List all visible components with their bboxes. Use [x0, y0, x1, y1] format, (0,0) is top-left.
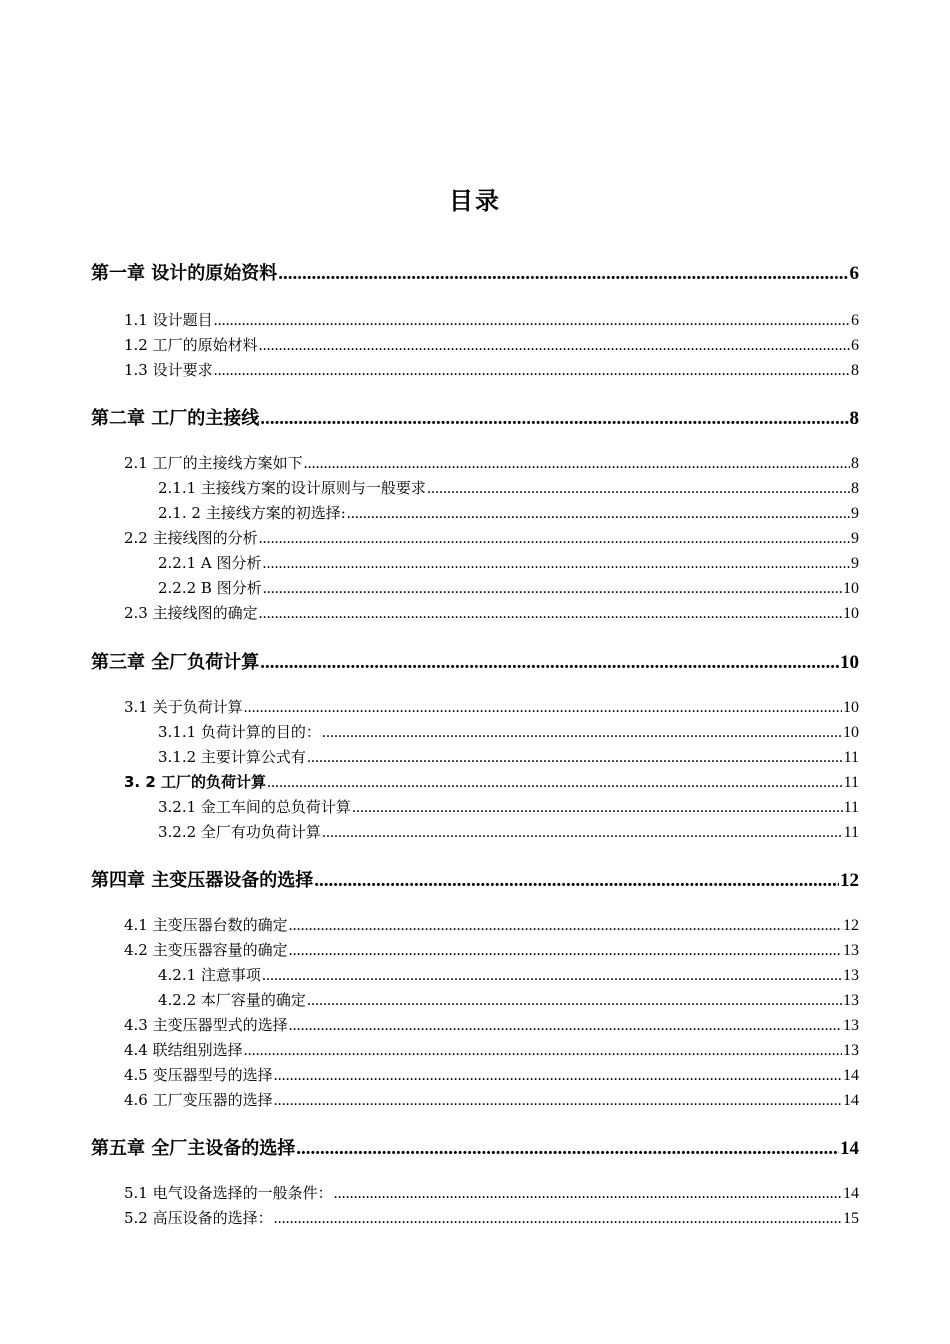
toc-page-number: 8 [851, 362, 859, 379]
dot-leader [260, 652, 839, 674]
toc-entry-label: 4.2 主变压器容量的确定 [124, 941, 288, 959]
toc-entry-label: 3.1 关于负荷计算 [124, 698, 243, 716]
toc-page-number: 8 [851, 480, 859, 497]
toc-section-entry[interactable] [158, 964, 859, 985]
toc-page-number: 11 [843, 774, 859, 791]
toc-page-number: 14 [843, 1092, 859, 1109]
toc-entry-label: 2.2 主接线图的分析 [124, 529, 258, 547]
toc-section-entry[interactable] [124, 1207, 859, 1228]
toc-page-number: 10 [840, 652, 859, 673]
toc-chapter-entry[interactable] [91, 1134, 859, 1160]
toc-entry-label: 4.5 变压器型号的选择 [124, 1066, 273, 1084]
toc-entry-label: 4.1 主变压器台数的确定 [124, 916, 288, 934]
toc-title: 目录 [449, 187, 501, 215]
dot-leader [278, 263, 848, 285]
toc-page-number: 15 [843, 1210, 859, 1227]
toc-entry-label: 1.3 设计要求 [124, 361, 213, 379]
toc-chapter-entry[interactable] [91, 648, 859, 674]
dot-leader [296, 1138, 839, 1160]
toc-entry-label: 1.2 工厂的原始材料 [124, 336, 258, 354]
toc-section-entry[interactable] [124, 939, 859, 960]
dot-leader [289, 942, 842, 960]
dot-leader [244, 699, 842, 717]
toc-page-number: 9 [851, 555, 859, 572]
toc-page-number: 11 [843, 824, 859, 841]
toc-entry-label: 第五章 全厂主设备的选择 [91, 1138, 296, 1159]
toc-entry-label: 2.1.1 主接线方案的设计原则与一般要求 [158, 479, 426, 497]
toc-page-number: 9 [851, 530, 859, 547]
dot-leader [307, 749, 843, 767]
toc-entry-label: 4.6 工厂变压器的选择 [124, 1091, 273, 1109]
dot-leader [214, 312, 850, 330]
toc-section-entry[interactable] [158, 577, 859, 598]
dot-leader [304, 455, 850, 473]
toc-section-entry[interactable] [158, 477, 859, 498]
toc-page-number: 10 [843, 724, 859, 741]
toc-section-entry[interactable] [124, 1182, 859, 1203]
dot-leader [322, 724, 842, 742]
toc-entry-label: 3.2.1 金工车间的总负荷计算 [158, 798, 351, 816]
toc-entry-label: 4.3 主变压器型式的选择 [124, 1016, 288, 1034]
dot-leader [347, 505, 850, 523]
toc-section-entry[interactable] [158, 721, 859, 742]
dot-leader [314, 870, 839, 892]
toc-page-number: 13 [843, 1042, 859, 1059]
toc-section-entry[interactable] [158, 502, 859, 523]
toc-section-entry[interactable] [124, 309, 859, 330]
toc-section-entry[interactable] [124, 1039, 859, 1060]
dot-leader [267, 774, 843, 792]
toc-chapter-entry[interactable] [91, 259, 859, 285]
toc-section-entry[interactable] [124, 1014, 859, 1035]
toc-section-entry[interactable] [158, 989, 859, 1010]
toc-section-entry[interactable] [124, 359, 859, 380]
toc-entry-label: 4.4 联结组别选择 [124, 1041, 243, 1059]
toc-entry-label: 2.1 工厂的主接线方案如下 [124, 454, 303, 472]
dot-leader [260, 408, 848, 430]
toc-page-number: 6 [851, 337, 859, 354]
toc-entry-label: 4.2.2 本厂容量的确定 [158, 991, 306, 1009]
toc-page-number: 13 [843, 992, 859, 1009]
dot-leader [307, 992, 842, 1010]
dot-leader [259, 337, 850, 355]
toc-chapter-entry[interactable] [91, 404, 859, 430]
toc-section-entry[interactable] [158, 796, 859, 817]
dot-leader [259, 605, 842, 623]
toc-entry-label: 第二章 工厂的主接线 [91, 408, 260, 429]
dot-leader [263, 555, 850, 573]
toc-section-entry[interactable] [124, 452, 859, 473]
toc-entry-label: 3.1.1 负荷计算的目的： [158, 723, 321, 741]
dot-leader [244, 1042, 842, 1060]
toc-page-number: 11 [843, 799, 859, 816]
dot-leader [262, 967, 842, 985]
toc-section-entry[interactable] [124, 1089, 859, 1110]
toc-section-entry[interactable] [124, 771, 859, 792]
toc-page-number: 14 [843, 1067, 859, 1084]
toc-page-number: 9 [851, 505, 859, 522]
toc-entry-label: 第四章 主变压器设备的选择 [91, 870, 314, 891]
toc-entry-label: 5.1 电气设备选择的一般条件： [124, 1184, 333, 1202]
dot-leader [322, 824, 843, 842]
toc-entry-label: 1.1 设计题目 [124, 311, 213, 329]
dot-leader [274, 1092, 842, 1110]
toc-entry-label: 4.2.1 注意事项 [158, 966, 261, 984]
toc-entry-label: 3. 2 工厂的负荷计算 [124, 773, 267, 791]
dot-leader [289, 1017, 842, 1035]
toc-page-number: 10 [843, 605, 859, 622]
dot-leader [334, 1185, 842, 1203]
toc-section-entry[interactable] [158, 821, 859, 842]
toc-entry-label: 2.1. 2 主接线方案的初选择: [158, 504, 346, 522]
toc-page-number: 6 [849, 263, 859, 284]
toc-section-entry[interactable] [124, 527, 859, 548]
toc-section-entry[interactable] [158, 746, 859, 767]
dot-leader [352, 799, 843, 817]
toc-page-number: 13 [843, 967, 859, 984]
toc-section-entry[interactable] [124, 334, 859, 355]
toc-entry-label: 2.2.2 B 图分析 [158, 579, 262, 597]
toc-page-number: 11 [843, 749, 859, 766]
dot-leader [214, 362, 850, 380]
dot-leader [259, 530, 850, 548]
dot-leader [427, 480, 850, 498]
toc-page-number: 8 [849, 408, 859, 429]
toc-page-number: 10 [843, 580, 859, 597]
toc-section-entry[interactable] [124, 1064, 859, 1085]
toc-entry-label: 5.2 高压设备的选择： [124, 1209, 273, 1227]
toc-page-number: 8 [851, 455, 859, 472]
toc-entry-label: 3.1.2 主要计算公式有 [158, 748, 306, 766]
toc-page-number: 10 [843, 699, 859, 716]
toc-entry-label: 第三章 全厂负荷计算 [91, 652, 260, 673]
toc-entry-label: 2.2.1 A 图分析 [158, 554, 262, 572]
toc-chapter-entry[interactable] [91, 866, 859, 892]
toc-page-number: 14 [843, 1185, 859, 1202]
dot-leader [289, 917, 842, 935]
toc-section-entry[interactable] [124, 602, 859, 623]
toc-section-entry[interactable] [158, 552, 859, 573]
toc-page-number: 12 [840, 870, 859, 891]
toc-entry-label: 3.2.2 全厂有功负荷计算 [158, 823, 321, 841]
toc-page-number: 13 [843, 1017, 859, 1034]
toc-section-entry[interactable] [124, 914, 859, 935]
toc-section-entry[interactable] [124, 696, 859, 717]
dot-leader [274, 1210, 842, 1228]
toc-page-number: 12 [843, 917, 859, 934]
toc-page-number: 14 [840, 1138, 859, 1159]
dot-leader [263, 580, 842, 598]
dot-leader [274, 1067, 842, 1085]
toc-entry-label: 2.3 主接线图的确定 [124, 604, 258, 622]
toc-page-number: 13 [843, 942, 859, 959]
toc-entry-label: 第一章 设计的原始资料 [91, 263, 278, 284]
toc-page-number: 6 [851, 312, 859, 329]
